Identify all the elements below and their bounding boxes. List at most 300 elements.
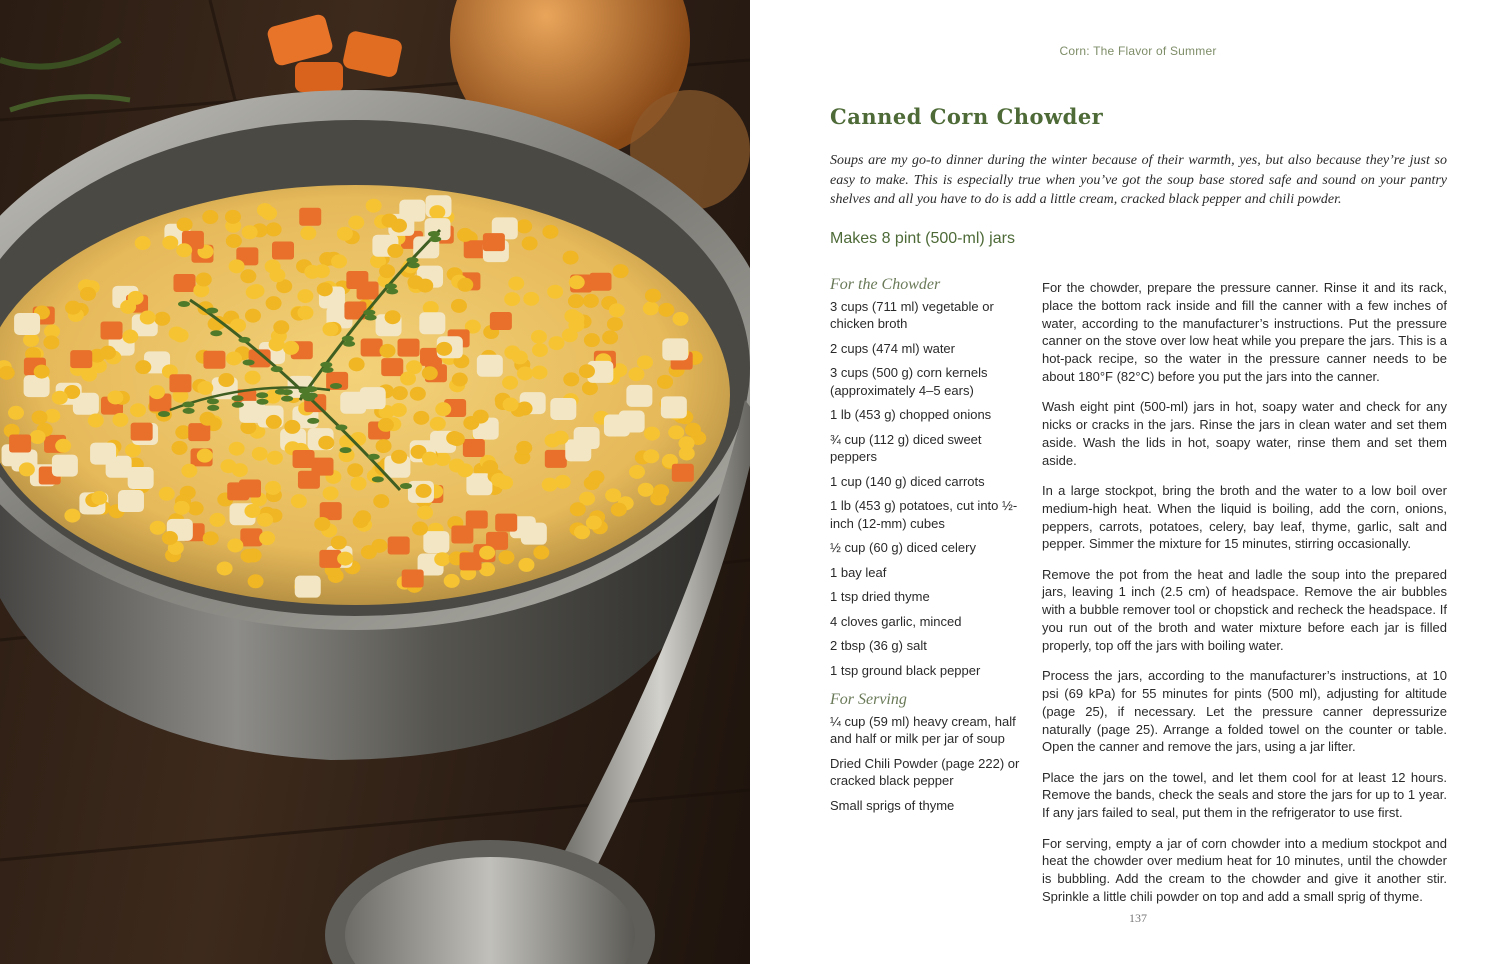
carrot-piece (381, 358, 403, 376)
carrot-piece (357, 281, 379, 299)
carrot-piece (545, 450, 567, 468)
thyme-leaf (386, 288, 398, 294)
corn-kernel (229, 259, 245, 273)
corn-kernel (337, 552, 353, 566)
corn-kernel (229, 442, 245, 456)
thyme-leaf (363, 309, 375, 315)
corn-kernel (452, 373, 468, 387)
ingredient-item: 1 tsp ground black pepper (830, 662, 981, 678)
thyme-leaf (385, 283, 397, 289)
carrot-pieces (266, 13, 403, 92)
corn-kernel (125, 443, 141, 457)
corn-kernel (337, 227, 353, 241)
corn-kernel (80, 287, 96, 301)
corn-kernel (498, 550, 514, 564)
corn-kernel (579, 364, 595, 378)
corn-kernel (497, 476, 513, 490)
corn-kernel (323, 486, 339, 500)
corn-kernel (150, 521, 166, 535)
corn-kernel (602, 330, 618, 344)
corn-kernel (261, 206, 277, 220)
corn-kernel (122, 330, 138, 344)
potato-piece (128, 467, 154, 489)
thyme-leaf (207, 398, 219, 404)
ingredient-item: 4 cloves garlic, minced (830, 613, 962, 629)
corn-kernel (583, 294, 599, 308)
potato-piece (295, 576, 321, 598)
corn-kernel (252, 447, 268, 461)
carrot-piece (495, 514, 517, 532)
thyme-leaf (178, 301, 190, 307)
ingredient-item: ¼ cup (59 ml) heavy cream, half and half or milk per jar of soup (830, 713, 1016, 746)
recipe-intro: Soups are my go-to dinner during the winter because of their warmth, yes, but also because they’re just so easy to make. This is especially true when you’ve got the soup base stored safe and sound on your pantry shelves and all you have to do is add a little cream, cracked black pepper and chili powder. (830, 153, 1447, 207)
recipe-title: Canned Corn Chowder (830, 104, 1104, 129)
thyme-leaf (158, 411, 170, 417)
carrot-piece (460, 552, 482, 570)
corn-kernel (172, 441, 188, 455)
ingredient-item: 1 lb (453 g) potatoes, cut into ½-inch (12-mm) cubes (830, 498, 1018, 531)
corn-kernel (366, 199, 382, 213)
corn-kernel (266, 222, 282, 236)
thyme-leaf (210, 330, 222, 336)
corn-kernel (34, 365, 50, 379)
potato-piece (626, 385, 652, 407)
corn-kernel (159, 487, 175, 501)
carrot-piece (466, 511, 488, 529)
corn-kernel (637, 355, 653, 369)
ingredient-item: 1 cup (140 g) diced carrots (830, 473, 985, 489)
method-column (1042, 279, 1447, 918)
thyme-leaf (365, 315, 377, 321)
corn-kernel (314, 517, 330, 531)
corn-kernel (273, 320, 289, 334)
carrot-piece (402, 570, 424, 588)
thyme-leaf (256, 392, 268, 398)
corn-kernel (227, 538, 243, 552)
method-paragraph: Process the jars, according to the manufacturer’s instructions, at 10 psi (69 kPa) for 55 minutes for pints (500 ml), adjusting for altitude (page 25), if necessary. Let the pressure canner depressurize naturally (page 25). Arrange a folded towel on the counter or table. Open the canner and remove the jars, using a jar lifter. (1042, 668, 1447, 755)
carrot-piece (293, 450, 315, 468)
corn-kernel (23, 333, 39, 347)
potato-piece (423, 531, 449, 553)
corn-kernel (451, 299, 467, 313)
potato-piece (399, 200, 425, 222)
potato-piece (360, 387, 386, 409)
corn-kernel (658, 303, 674, 317)
thyme-leaf (400, 483, 412, 489)
carrot-piece (672, 464, 694, 482)
method-paragraph: In a large stockpot, bring the broth and the water to a low boil over medium-high heat. When the liquid is boiling, add the corn, onions, peppers, carrots, potatoes, celery, bay leaf, thyme, garlic, salt and pepper. Simmer the mixture for 15 minutes, stirring occasionally. (1042, 482, 1447, 552)
corn-kernel (202, 210, 218, 224)
corn-kernel (533, 546, 549, 560)
corn-kernel (457, 278, 473, 292)
thyme-leaf (306, 393, 318, 399)
corn-kernel (65, 301, 81, 315)
corn-kernel (43, 335, 59, 349)
corn-kernel (266, 415, 282, 429)
corn-kernel (378, 418, 394, 432)
corn-kernel (349, 357, 365, 371)
corn-kernel (503, 398, 519, 412)
corn-kernel (629, 465, 645, 479)
thyme-leaf (408, 262, 420, 268)
thyme-leaf (343, 341, 355, 347)
corn-kernel (512, 350, 528, 364)
carrot-piece (464, 240, 486, 258)
corn-kernel (422, 366, 438, 380)
corn-kernel (392, 386, 408, 400)
corn-kernel (248, 574, 264, 588)
thyme-leaf (368, 454, 380, 460)
corn-kernel (107, 390, 123, 404)
corn-kernel (130, 403, 146, 417)
corn-kernel (679, 436, 695, 450)
corn-kernel (220, 459, 236, 473)
running-head: Corn: The Flavor of Summer (1059, 44, 1217, 58)
corn-kernel (361, 545, 377, 559)
corn-kernel (379, 344, 395, 358)
corn-kernel (542, 478, 558, 492)
corn-kernel (685, 423, 701, 437)
potato-piece (550, 398, 576, 420)
corn-kernel (64, 509, 80, 523)
corn-kernel (643, 449, 659, 463)
corn-kernel (240, 269, 256, 283)
corn-kernel (400, 372, 416, 386)
corn-kernel (645, 289, 661, 303)
corn-kernel (482, 460, 498, 474)
corn-kernel (174, 501, 190, 515)
potato-piece (14, 313, 40, 335)
carrot-piece (388, 537, 410, 555)
corn-kernel (570, 502, 586, 516)
corn-kernel (81, 368, 97, 382)
corn-kernel (391, 403, 407, 417)
corn-kernel (225, 210, 241, 224)
corn-kernel (532, 343, 548, 357)
chowder-ingredients-list (830, 298, 1020, 680)
corn-kernel (52, 391, 68, 405)
method-paragraph: For the chowder, prepare the pressure canner. Rinse it and its rack, place the bottom rack inside and fill the canner with a few inches of water, according to the manufacturer’s instructions. Put the pressure canner on the stove over low heat while you prepare the jars. This is a hot-pack recipe, so the water in the pressure canner needs to be about 180°F (82°C) before you put the jars into the canner. (1042, 280, 1447, 384)
corn-kernel (112, 413, 128, 427)
corn-kernel (379, 264, 395, 278)
corn-kernel (283, 341, 299, 355)
potato-piece (52, 455, 78, 477)
carrot-piece (203, 351, 225, 369)
corn-kernel (373, 494, 389, 508)
corn-kernel (568, 318, 584, 332)
corn-kernel (563, 372, 579, 386)
corn-kernel (248, 284, 264, 298)
corn-kernel (417, 506, 433, 520)
thyme-leaf (320, 362, 332, 368)
ingredient-item: ¾ cup (112 g) diced sweet peppers (830, 431, 982, 464)
carrot-piece (188, 423, 210, 441)
thyme-leaf (322, 367, 334, 373)
corn-kernel (218, 373, 234, 387)
corn-kernel (628, 367, 644, 381)
carrot-piece (240, 528, 262, 546)
corn-kernel (241, 549, 257, 563)
ingredient-item: ½ cup (60 g) diced celery (830, 540, 976, 555)
thyme-leaf (256, 399, 268, 405)
corn-kernel (177, 218, 193, 232)
recipe-page (750, 0, 1500, 964)
thyme-leaf (330, 383, 342, 389)
potato-piece (118, 490, 144, 512)
corn-kernel (197, 381, 213, 395)
ingredients-column (830, 276, 1020, 821)
corn-kernel (217, 561, 233, 575)
serving-heading: For Serving (830, 691, 907, 708)
carrot-piece (398, 339, 420, 357)
ingredient-item: Small sprigs of thyme (830, 797, 955, 813)
corn-kernel (553, 431, 569, 445)
corn-kernel (416, 484, 432, 498)
corn-kernel (154, 312, 170, 326)
thyme-leaf (340, 447, 352, 453)
corn-kernel (569, 275, 585, 289)
thyme-leaf (428, 231, 440, 237)
corn-kernel (135, 236, 151, 250)
corn-kernel (479, 546, 495, 560)
corn-kernel (434, 552, 450, 566)
corn-kernel (532, 365, 548, 379)
corn-kernel (267, 451, 283, 465)
corn-kernel (410, 387, 426, 401)
potato-piece (565, 439, 591, 461)
corn-kernel (245, 371, 261, 385)
ingredient-item: 1 tsp dried thyme (830, 589, 930, 604)
corn-kernel (197, 449, 213, 463)
method-paragraph: Remove the pot from the heat and ladle the soup into the prepared jars, leaving 1 inch (2.5 cm) of headspace. Remove the air bubbles with a bubble remover tool or chopstick and recheck the headspace. If you run out of the broth and water mixture before each jar is filled properly, top off the jars with boiling water. (1042, 566, 1447, 653)
potato-piece (90, 443, 116, 465)
corn-kernel (638, 483, 654, 497)
ingredient-item: 3 cups (711 ml) vegetable or chicken broth (830, 298, 994, 331)
corn-kernel (196, 273, 212, 287)
corn-kernel (522, 236, 538, 250)
corn-kernel (391, 219, 407, 233)
corn-kernel (644, 427, 660, 441)
corn-kernel (318, 436, 334, 450)
serving-ingredients-list (830, 713, 1020, 815)
thyme-leaf (182, 401, 194, 407)
carrot-piece (483, 233, 505, 251)
corn-kernel (266, 296, 282, 310)
corn-kernel (88, 414, 104, 428)
corn-kernel (611, 503, 627, 517)
corn-kernel (668, 425, 684, 439)
corn-kernel (430, 417, 446, 431)
corn-kernel (140, 311, 156, 325)
corn-kernel (351, 476, 367, 490)
potato-piece (661, 396, 687, 418)
corn-kernel (162, 531, 178, 545)
thyme-leaf (243, 359, 255, 365)
corn-kernel (200, 412, 216, 426)
corn-kernel (8, 406, 24, 420)
corn-kernel (259, 531, 275, 545)
corn-kernel (444, 574, 460, 588)
corn-kernel (435, 402, 451, 416)
corn-kernel (226, 234, 242, 248)
thyme-leaf (281, 389, 293, 395)
corn-kernel (226, 351, 242, 365)
corn-kernel (429, 205, 445, 219)
potato-piece (24, 375, 50, 397)
corn-kernel (574, 525, 590, 539)
ingredient-item: 1 lb (453 g) chopped onions (830, 407, 992, 422)
method-paragraph: Wash eight pint (500-ml) jars in hot, soapy water and check for any nicks or cracks in the jars. Rinse the jars in clean water and set them aside. Wash the lids in hot, soapy water, rinse them and set them aside. (1042, 399, 1447, 468)
corn-kernel (317, 282, 333, 296)
corn-kernel (548, 336, 564, 350)
corn-kernel (265, 481, 281, 495)
corn-kernel (376, 439, 392, 453)
corn-kernel (547, 285, 563, 299)
carrot-piece (173, 274, 195, 292)
thyme-leaf (206, 308, 218, 314)
thyme-leaf (232, 395, 244, 401)
corn-kernel (657, 375, 673, 389)
corn-kernel (355, 510, 371, 524)
corn-kernel (446, 431, 462, 445)
carrot-piece (311, 458, 333, 476)
corn-kernel (568, 294, 584, 308)
corn-kernel (609, 303, 625, 317)
corn-kernel (586, 516, 602, 530)
corn-kernel (516, 441, 532, 455)
corn-kernel (188, 501, 204, 515)
corn-kernel (300, 226, 316, 240)
corn-kernel (449, 459, 465, 473)
carrot-piece (9, 435, 31, 453)
corn-kernel (643, 301, 659, 315)
recipe-yield: Makes 8 pint (500-ml) jars (830, 230, 1015, 247)
ingredient-item: 2 tbsp (36 g) salt (830, 638, 927, 653)
corn-kernel (297, 289, 313, 303)
thyme-leaf (207, 405, 219, 411)
corn-kernel (91, 491, 107, 505)
corn-kernel (457, 228, 473, 242)
corn-kernel (297, 306, 313, 320)
corn-kernel (508, 276, 524, 290)
carrot-piece (169, 374, 191, 392)
corn-kernel (32, 411, 48, 425)
corn-kernel (385, 310, 401, 324)
corn-kernel (265, 259, 281, 273)
corn-kernel (19, 462, 35, 476)
corn-kernel (517, 366, 533, 380)
thyme-leaf (406, 257, 418, 263)
carrot-piece (227, 482, 249, 500)
corn-kernel (412, 522, 428, 536)
corn-kernel (245, 309, 261, 323)
corn-kernel (391, 450, 407, 464)
corn-kernel (269, 337, 285, 351)
corn-kernel (322, 322, 338, 336)
potato-piece (662, 338, 688, 360)
corn-kernel (563, 251, 579, 265)
corn-kernel (523, 292, 539, 306)
corn-kernel (348, 216, 364, 230)
corn-kernel (176, 243, 192, 257)
thyme-leaf (271, 366, 283, 372)
potato-piece (477, 355, 503, 377)
ingredient-item: 1 bay leaf (830, 564, 887, 580)
carrot-piece (361, 338, 383, 356)
corn-kernel (257, 513, 273, 527)
corn-kernel (30, 430, 46, 444)
corn-kernel (135, 360, 151, 374)
corn-kernel (542, 225, 558, 239)
corn-kernel (516, 219, 532, 233)
corn-kernel (55, 439, 71, 453)
carrot-piece (272, 242, 294, 260)
method-paragraph: Place the jars on the towel, and let them cool for at least 12 hours. Remove the bands, check the seals and store the jars for up to 1 year. If any jars failed to seal, put them in the refrigerator to use first. (1042, 769, 1447, 821)
corn-kernel (331, 536, 347, 550)
thyme-leaf (335, 425, 347, 431)
potato-piece (521, 523, 547, 545)
corn-kernel (181, 464, 197, 478)
carrot-piece (590, 273, 612, 291)
corn-kernel (244, 504, 260, 518)
thyme-leaf (281, 396, 293, 402)
corn-kernel (347, 463, 363, 477)
corn-kernel (504, 292, 520, 306)
corn-kernel (242, 225, 258, 239)
corn-kernel (407, 275, 423, 289)
corn-kernel (331, 254, 347, 268)
corn-kernel (653, 484, 669, 498)
thyme-leaf (232, 402, 244, 408)
corn-kernel (422, 452, 438, 466)
corn-kernel (436, 342, 452, 356)
corn-kernel (304, 265, 320, 279)
corn-kernel (209, 513, 225, 527)
corn-kernel (584, 333, 600, 347)
herb-leaves (0, 40, 130, 110)
corn-kernel (502, 376, 518, 390)
corn-kernel (291, 494, 307, 508)
page-number: 137 (1129, 911, 1147, 925)
corn-kernel (387, 244, 403, 258)
corn-kernel (100, 346, 116, 360)
potato-piece (604, 414, 630, 436)
thyme-leaf (183, 408, 195, 414)
corn-kernel (531, 330, 547, 344)
corn-kernel (613, 264, 629, 278)
thyme-leaf (305, 386, 317, 392)
method-paragraph: For serving, empty a jar of corn chowder into a medium stockpot and heat the chowder over medium heat for 10 minutes, until the chowder is bubbling. Add the cream to the chowder and give it another stir. Sprinkle a little chili powder on top and add a small sprig of thyme. (1042, 835, 1447, 904)
ingredient-item: 3 cups (500 g) corn kernels (approximately 4–5 ears) (830, 365, 988, 398)
chowder-heading: For the Chowder (830, 276, 941, 293)
thyme-leaf (429, 236, 441, 242)
ingredient-item: Dried Chili Powder (page 222) or cracked black pepper (830, 755, 1020, 788)
corn-kernel (162, 236, 178, 250)
carrot-piece (299, 208, 321, 226)
thyme-leaf (372, 476, 384, 482)
corn-kernel (673, 312, 689, 326)
carrot-piece (70, 350, 92, 368)
corn-kernel (607, 317, 623, 331)
thyme-leaf (307, 418, 319, 424)
corn-kernel (588, 470, 604, 484)
carrot-piece (490, 312, 512, 330)
corn-kernel (120, 300, 136, 314)
carrot-piece (101, 322, 123, 340)
corn-kernel (149, 385, 165, 399)
corn-kernel (284, 420, 300, 434)
corn-kernel (473, 410, 489, 424)
